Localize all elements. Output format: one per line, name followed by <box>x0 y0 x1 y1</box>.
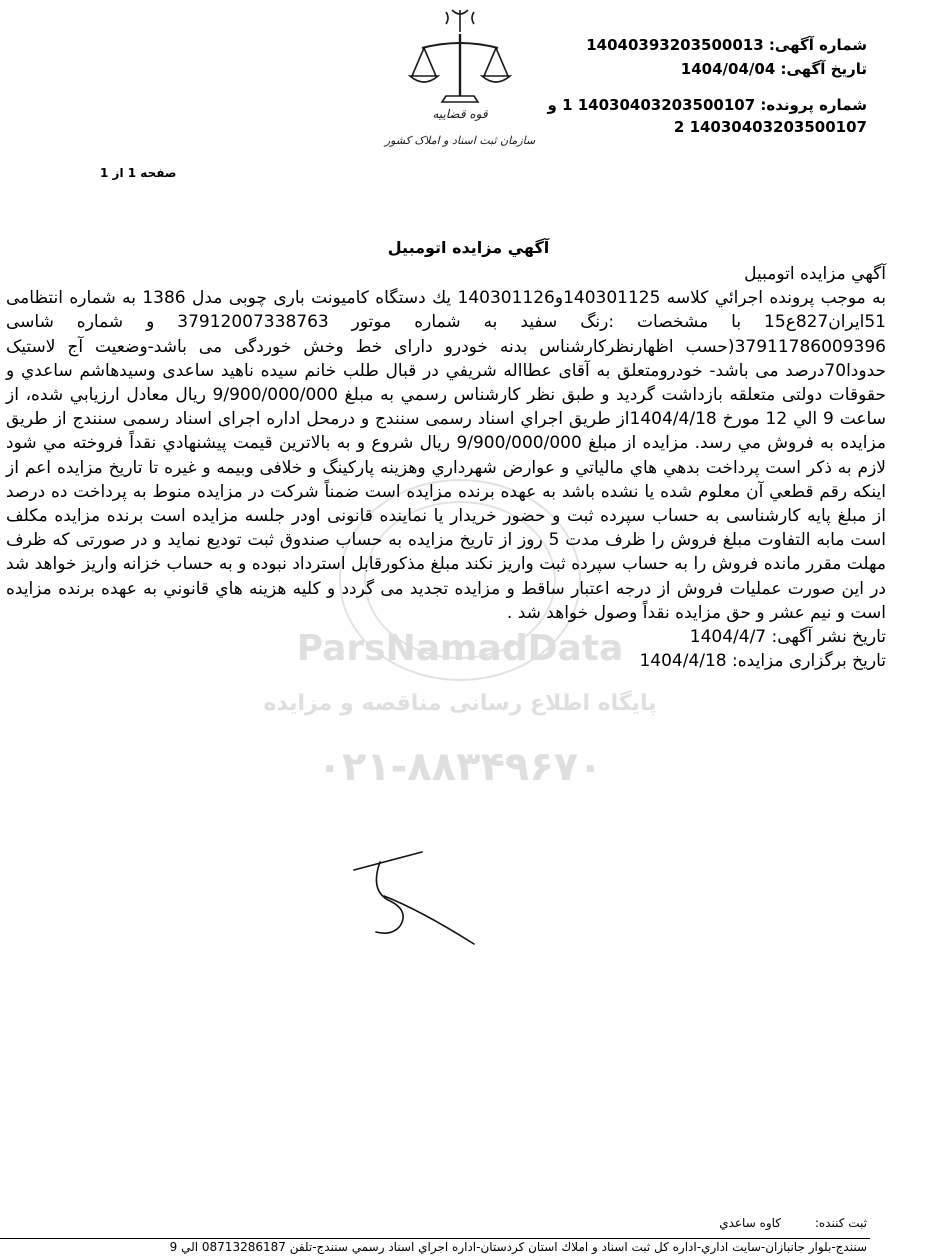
scales-of-justice-icon <box>380 4 540 160</box>
watermark-brand: ParsNamadData <box>296 628 624 669</box>
body-text: به موجب پرونده اجرائي كلاسه 140301125و140301126 يك دستگاه كاميونت باری چوبی مدل 1386 به شماره انتظامی 51ایران827ع15 با مشخصات :رنگ سفید به شماره موتور 37912007338763 و شماره شاسی 37911786009396(حسب اظهارنظرکارشناس بدنه خودرو دارای خط وخش خوردگی می باشد-وضعیت آج لاستیک حدودا70درصد می باشد- خودرومتعلق به آقای عطااله شریفي در قبال طلب خانم سیده ناهید ساعدی وسیدهاشم ساعدي و حقوقات دولتی متعلقه بازداشت گرديد و طبق نظر كارشناس رسمي به مبلغ 9/900/000/000 ريال معادل ارزيابي شده، از ساعت 9 الي 12 مورخ 1404/4/18از طريق اجراي اسناد رسمی سنندج و درمحل اداره اجرای اسناد رسمی سنندج از طريق مزايده به فروش مي رسد. مزايده از مبلغ 9/900/000/000 ريال شروع و به بالاترين قيمت پيشنهادي نقداً فروخته مي شود لازم به ذكر است پرداخت بدهي هاي مالياتي و عوارض شهرداري وهزينه پاركينگ و خلافی وبيمه و غيره تا تاريخ مزايده اعم از اينكه رقم قطعي آن معلوم شده يا نشده باشد به عهده برنده مزايده است ضمناً شركت در مزايده منوط به پرداخت ده درصد از مبلغ پایه کارشناسی به حساب سپرده ثبت و حضور خریدار یا نماینده قانونی اودر جلسه مزايده است برنده مزايده مكلف است مابه التفاوت مبلغ فروش را ظرف مدت 5 روز از تاريخ مزايده به حساب صندوق ثبت توديع نمايد و در صورتی كه ظرف مهلت مقرر مانده فروش را به حساب سپرده ثبت واريز نكند مبلغ مذكورقابل استرداد نبوده و به حساب خزانه واريز خواهد شد در اين صورت عمليات فروش از درجه اعتبار ساقط و مزايده تجديد می گردد و كليه هزينه هاي قانوني به عهده برنده مزايده است و نيم عشر و حق مزايده نقداً وصول خواهد شد . <box>6 288 886 623</box>
notice-date-row <box>681 60 867 78</box>
case-number-row-2 <box>674 118 867 136</box>
notice-number-label: شماره آگهی: <box>768 36 867 54</box>
notice-date-label: تاریخ آگهی: <box>780 60 867 78</box>
notice-body <box>6 262 886 673</box>
publish-date-label: تاریخ نشر آگهی: <box>771 627 886 648</box>
watermark-phone: ۰۲۱-۸۸۳۴۹۶۷۰ <box>317 744 603 790</box>
registrar-row <box>719 1216 867 1230</box>
case-number-1: 14030403203500107 1 و <box>547 96 756 114</box>
org-line-2: سازمان ثبت اسناد و املاک کشور <box>384 134 536 147</box>
notice-number: 14040393203500013 <box>586 36 764 54</box>
case-number-row <box>548 96 867 114</box>
case-number-2: 14030403203500107 2 <box>673 118 867 136</box>
registrar-label: ثبت كننده: <box>814 1216 867 1230</box>
page-count: صفحه 1 از 1 <box>100 166 177 180</box>
footer-address: سنندج-بلوار جانبازان-سایت اداري-اداره كل ثبت اسناد و املاك استان كردستان-اداره اجراي اسناد رسمي سنندج-تلفن 08713286187 الي 9 <box>169 1240 867 1254</box>
signature-icon <box>340 840 480 950</box>
registrar-name: كاوه ساعدي <box>719 1216 782 1230</box>
auction-date-label: تاریخ برگزاری مزایده: <box>732 651 886 672</box>
body-heading: آگهي مزايده اتومبيل <box>744 264 886 284</box>
case-number-label: شماره پرونده: <box>760 96 867 114</box>
publish-date: 1404/4/7 <box>689 627 767 648</box>
notice-number-row <box>586 36 867 54</box>
org-line-1: قوه قضاییه <box>432 107 488 121</box>
document-title: آگهي مزايده اتومبيل <box>387 238 550 257</box>
publish-date-row <box>6 625 886 649</box>
notice-date: 1404/04/04 <box>680 60 776 78</box>
auction-date-row <box>6 649 886 673</box>
watermark-tagline: پایگاه اطلاع رسانی مناقصه و مزایده <box>263 691 657 716</box>
footer-divider <box>0 1238 870 1239</box>
auction-date: 1404/4/18 <box>639 651 727 672</box>
